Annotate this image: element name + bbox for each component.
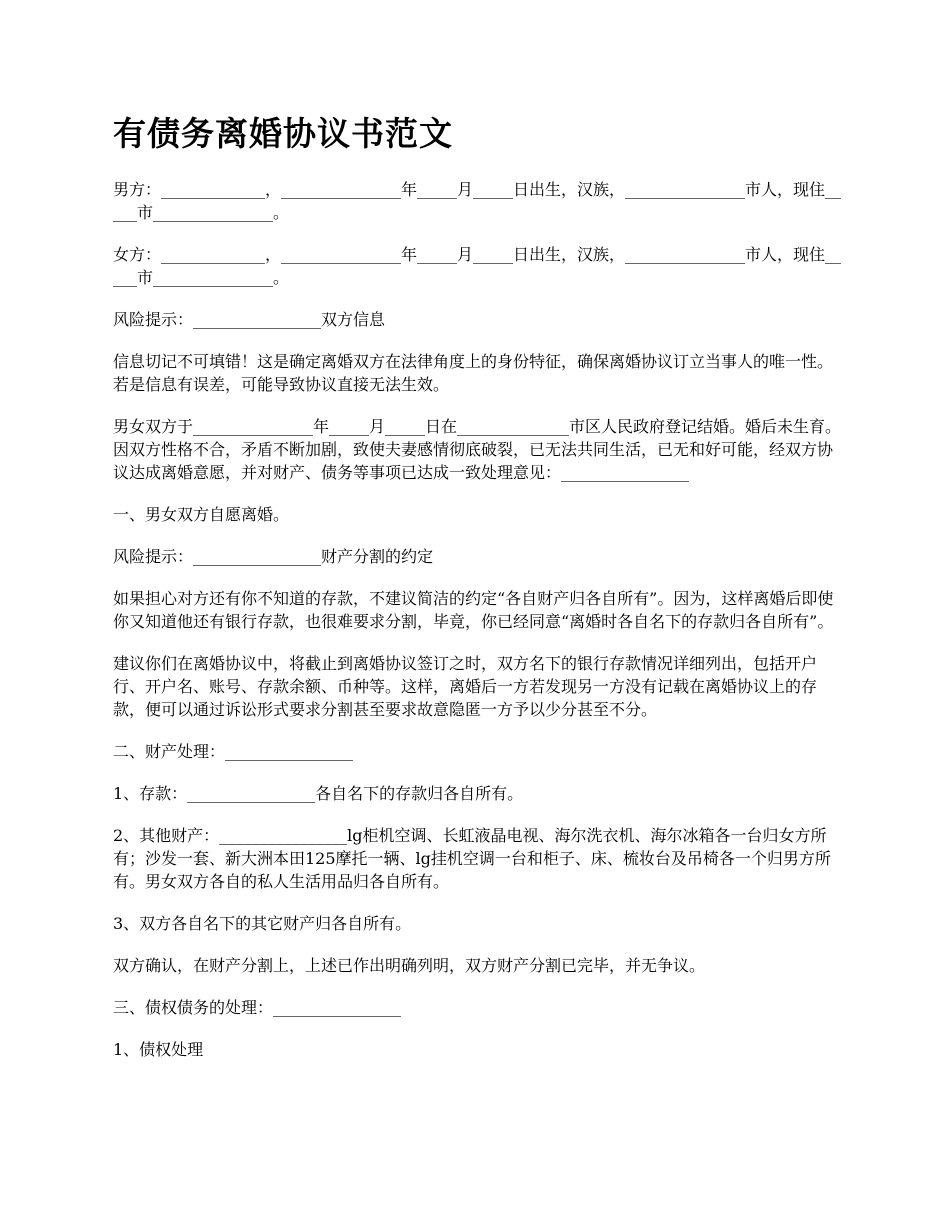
paragraph-clause-2-1: 1、存款：________________各自名下的存款归各自所有。 [113,784,524,803]
paragraph-clause-2-2: 2、其他财产：________________lg柜机空调、长虹液晶电视、海尔洗衣机、海尔冰箱各一台归女方所有；沙发一套、新大洲本田125摩托一辆、lg挂机空调一台和柜子、床、梳妆台及吊椅各一个归男方所有。男女双方各自的私人生活用品归各自所有。 [113,826,831,891]
document-title: 有债务离婚协议书范文 [113,114,453,153]
paragraph-clause-3-1: 1、债权处理 [113,1040,204,1059]
paragraph-deposit-concern: 如果担心对方还有你不知道的存款，不建议简洁的约定“各自财产归各自所有”。因为，这样离婚后即使你又知道他还有银行存款，也很难要求分割，毕竟，你已经同意“离婚时各自名下的存款归各自所有”。 [113,589,834,631]
document-page [113,112,843,1080]
paragraph-property-confirmation: 双方确认，在财产分割上，上述已作出明确列明，双方财产分割已完毕，并无争议。 [113,956,706,975]
paragraph-info-warning: 信息切记不可填错！这是确定离婚双方在法律角度上的身份特征，确保离婚协议订立当事人的唯一性。若是信息有误差，可能导致协议直接无法生效。 [113,352,834,394]
paragraph-risk-tip-2: 风险提示：________________财产分割的约定 [113,547,434,566]
paragraph-deposit-advice: 建议你们在离婚协议中，将截止到离婚协议签订之时，双方名下的银行存款情况详细列出，包括开户行、开户名、账号、存款余额、币种等。这样，离婚后一方若发现另一方没有记载在离婚协议上的存款，便可以通过诉讼形式要求分割甚至要求故意隐匿一方予以少分甚至不分。 [113,654,818,719]
paragraph-risk-tip-1: 风险提示：________________双方信息 [113,310,386,329]
paragraph-clause-2: 二、财产处理：________________ [113,742,354,761]
paragraph-clause-1: 一、男女双方自愿离婚。 [113,505,290,524]
paragraph-wife-info: 女方：_____________，_______________年_____月_____日出生，汉族，_______________市人，现住_____市_______________。 [113,245,842,287]
paragraph-marriage-statement: 男女双方于_______________年_____月_____日在______________市区人民政府登记结婚。婚后未生育。因双方性格不合，矛盾不断加剧，致使夫妻感情彻底破裂，已无法共同生活，已无和好可能，经双方协议达成离婚意愿，并对财产、债务等事项已达成一致处理意见：________________ [113,417,842,482]
paragraph-clause-2-3: 3、双方各自名下的其它财产归各自所有。 [113,914,412,933]
paragraph-husband-info: 男方：_____________，_______________年_____月_____日出生，汉族，_______________市人，现住_____市_______________。 [113,180,842,222]
paragraph-clause-3: 三、债权债务的处理：________________ [113,998,402,1017]
